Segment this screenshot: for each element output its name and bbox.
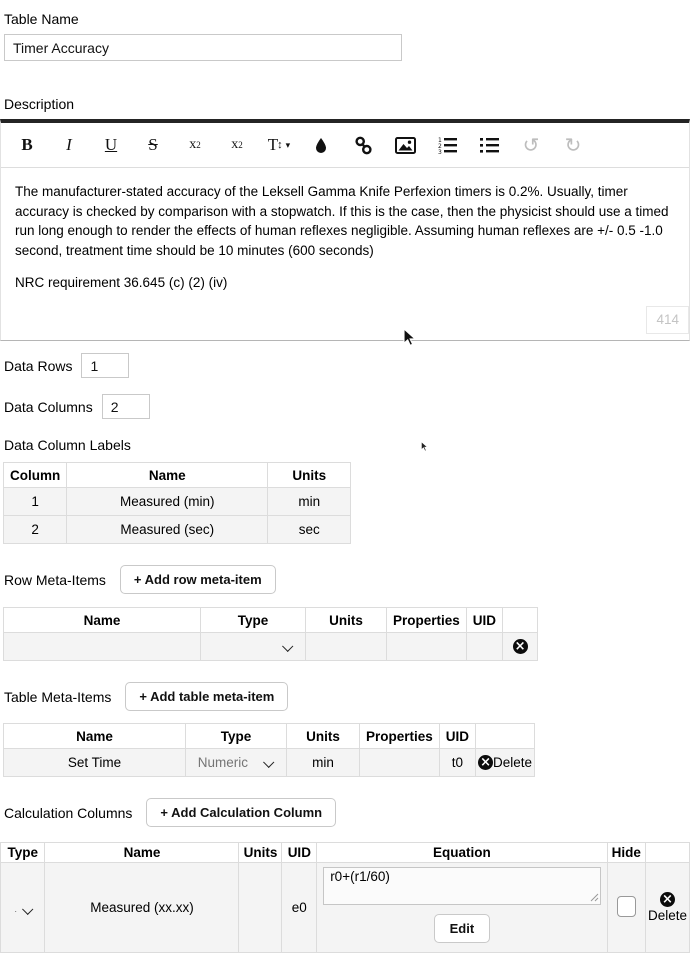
delete-x-icon: × <box>660 892 675 907</box>
data-rows-label: Data Rows <box>4 357 73 374</box>
subscript-base: x <box>189 137 197 152</box>
char-counter: 414 <box>646 306 689 335</box>
text-size-arrow: ↕ <box>277 139 283 151</box>
type-select[interactable] <box>3 905 42 914</box>
cell-meta-name[interactable] <box>4 633 201 661</box>
data-rows-input[interactable] <box>81 353 129 378</box>
column-header: Type <box>1 843 45 863</box>
column-labels-table <box>3 462 351 544</box>
text-size-icon[interactable] <box>258 123 300 167</box>
cell-meta-name[interactable]: Set Time <box>4 749 186 777</box>
column-header-actions <box>645 843 689 863</box>
column-header: UID <box>439 724 475 749</box>
table-row <box>4 516 351 544</box>
delete-button[interactable]: Delete <box>493 754 533 770</box>
table-row <box>1 863 690 953</box>
bold-icon[interactable]: B <box>6 123 48 167</box>
cell-meta-type <box>201 633 306 661</box>
column-header: UID <box>466 608 502 633</box>
column-header: Name <box>4 724 186 749</box>
table-row <box>4 633 538 661</box>
column-header: Properties <box>360 724 440 749</box>
column-header: Units <box>306 608 387 633</box>
underline-icon[interactable]: U <box>90 123 132 167</box>
table-name-label: Table Name <box>4 11 79 27</box>
column-header: Equation <box>317 843 607 863</box>
column-header: Units <box>287 724 360 749</box>
cell-column-index: 1 <box>4 488 67 516</box>
description-paragraph: The manufacturer-stated accuracy of the Leksell Gamma Knife Perfexion timers is 0.2%. Usually, timer accuracy is checked by comparison with a stopwatch. If this is the case, then the physicist should use a timed run long enough to render the effects of human reflexes negligible. Assuming human reflexes are +/- 0.5 -1.0 second, treatment time should be 10 minutes (600 seconds) <box>15 184 669 258</box>
column-header: Name <box>45 843 239 863</box>
cell-meta-units[interactable]: min <box>287 749 360 777</box>
cell-calc-equation <box>317 863 607 953</box>
equation-wrapper <box>323 867 600 905</box>
delete-x-icon[interactable]: × <box>513 639 528 654</box>
column-header: Hide <box>607 843 645 863</box>
link-icon[interactable] <box>342 123 384 167</box>
calc-columns-table <box>0 842 690 953</box>
text-size-letter: T <box>267 135 279 154</box>
table-meta-table <box>3 723 535 777</box>
data-columns-label: Data Columns <box>4 398 93 415</box>
calc-columns-header <box>4 798 690 827</box>
image-icon[interactable] <box>384 123 426 167</box>
description-paragraph: NRC requirement 36.645 (c) (2) (iv) <box>15 275 228 290</box>
add-row-meta-button[interactable]: + Add row meta-item <box>120 565 276 594</box>
chevron-down-icon <box>22 903 33 914</box>
cell-meta-type <box>186 749 287 777</box>
table-row <box>4 488 351 516</box>
cell-column-units[interactable]: sec <box>268 516 351 544</box>
column-labels-title: Data Column Labels <box>4 437 131 453</box>
cell-column-units[interactable]: min <box>268 488 351 516</box>
cell-meta-units[interactable] <box>306 633 387 661</box>
add-table-meta-button[interactable]: + Add table meta-item <box>125 682 288 711</box>
svg-text:1: 1 <box>438 137 442 144</box>
table-name-input[interactable] <box>4 34 402 61</box>
column-header-actions <box>476 724 535 749</box>
column-header: Units <box>268 463 351 488</box>
chevron-down-icon <box>263 756 274 767</box>
color-droplet-icon[interactable] <box>300 123 342 167</box>
superscript-base: x <box>231 137 239 152</box>
type-select[interactable] <box>207 643 299 651</box>
text-size-caret: ▾ <box>285 139 291 150</box>
column-header: Type <box>201 608 306 633</box>
cell-column-index: 2 <box>4 516 67 544</box>
subscript-mark: 2 <box>196 140 201 150</box>
cell-meta-uid <box>466 633 502 661</box>
unordered-list-icon[interactable] <box>468 123 510 167</box>
superscript-mark: 2 <box>238 140 243 150</box>
cell-calc-type <box>1 863 45 953</box>
table-meta-header <box>4 682 690 711</box>
cell-meta-properties <box>387 633 467 661</box>
column-header: Properties <box>387 608 467 633</box>
italic-icon[interactable]: I <box>48 123 90 167</box>
data-columns-field <box>4 394 690 419</box>
data-columns-input[interactable] <box>102 394 150 419</box>
redo-icon[interactable]: ↻ <box>552 123 594 167</box>
row-meta-header <box>4 565 690 594</box>
column-header: Column <box>4 463 67 488</box>
delete-label: Delete <box>647 907 687 923</box>
description-label: Description <box>4 96 75 112</box>
equation-textarea[interactable] <box>323 867 600 905</box>
ordered-list-icon[interactable] <box>426 123 468 167</box>
delete-x-icon[interactable]: × <box>478 755 493 770</box>
cell-calc-hide <box>607 863 645 953</box>
editor-toolbar <box>1 123 689 168</box>
add-calc-column-button[interactable]: + Add Calculation Column <box>146 798 336 827</box>
strikethrough-icon[interactable]: S <box>132 123 174 167</box>
cell-meta-uid: t0 <box>439 749 475 777</box>
description-content[interactable] <box>1 168 689 340</box>
undo-icon[interactable]: ↺ <box>510 123 552 167</box>
column-header: Name <box>4 608 201 633</box>
svg-text:2: 2 <box>438 143 442 150</box>
cell-column-name[interactable]: Measured (sec) <box>67 516 268 544</box>
cell-column-name[interactable]: Measured (min) <box>67 488 268 516</box>
data-rows-field <box>4 353 690 378</box>
description-editor <box>0 119 690 341</box>
column-header: UID <box>282 843 317 863</box>
column-header: Name <box>67 463 268 488</box>
edit-equation-button[interactable]: Edit <box>434 914 491 943</box>
type-select-truncated: . <box>14 905 17 914</box>
cell-meta-properties <box>360 749 440 777</box>
hide-checkbox[interactable] <box>617 896 636 917</box>
column-header: Type <box>186 724 287 749</box>
column-header-actions <box>503 608 538 633</box>
cell-calc-delete <box>645 863 689 953</box>
type-select-value: Numeric <box>197 755 248 770</box>
subscript-icon[interactable] <box>174 123 216 167</box>
cell-calc-units <box>239 863 282 953</box>
cell-calc-uid: e0 <box>282 863 317 953</box>
column-header: Units <box>239 843 282 863</box>
svg-text:3: 3 <box>438 149 442 154</box>
calc-columns-title: Calculation Columns <box>4 804 133 821</box>
cell-calc-name[interactable]: Measured (xx.xx) <box>45 863 239 953</box>
cell-meta-delete <box>503 633 538 661</box>
table-row <box>4 749 535 777</box>
delete-button[interactable] <box>648 892 687 924</box>
superscript-icon[interactable] <box>216 123 258 167</box>
row-meta-title: Row Meta-Items <box>4 571 106 588</box>
row-meta-table <box>3 607 538 661</box>
cell-meta-delete <box>476 749 535 777</box>
chevron-down-icon <box>282 641 293 652</box>
table-meta-title: Table Meta-Items <box>4 688 112 705</box>
type-select[interactable] <box>192 755 280 770</box>
